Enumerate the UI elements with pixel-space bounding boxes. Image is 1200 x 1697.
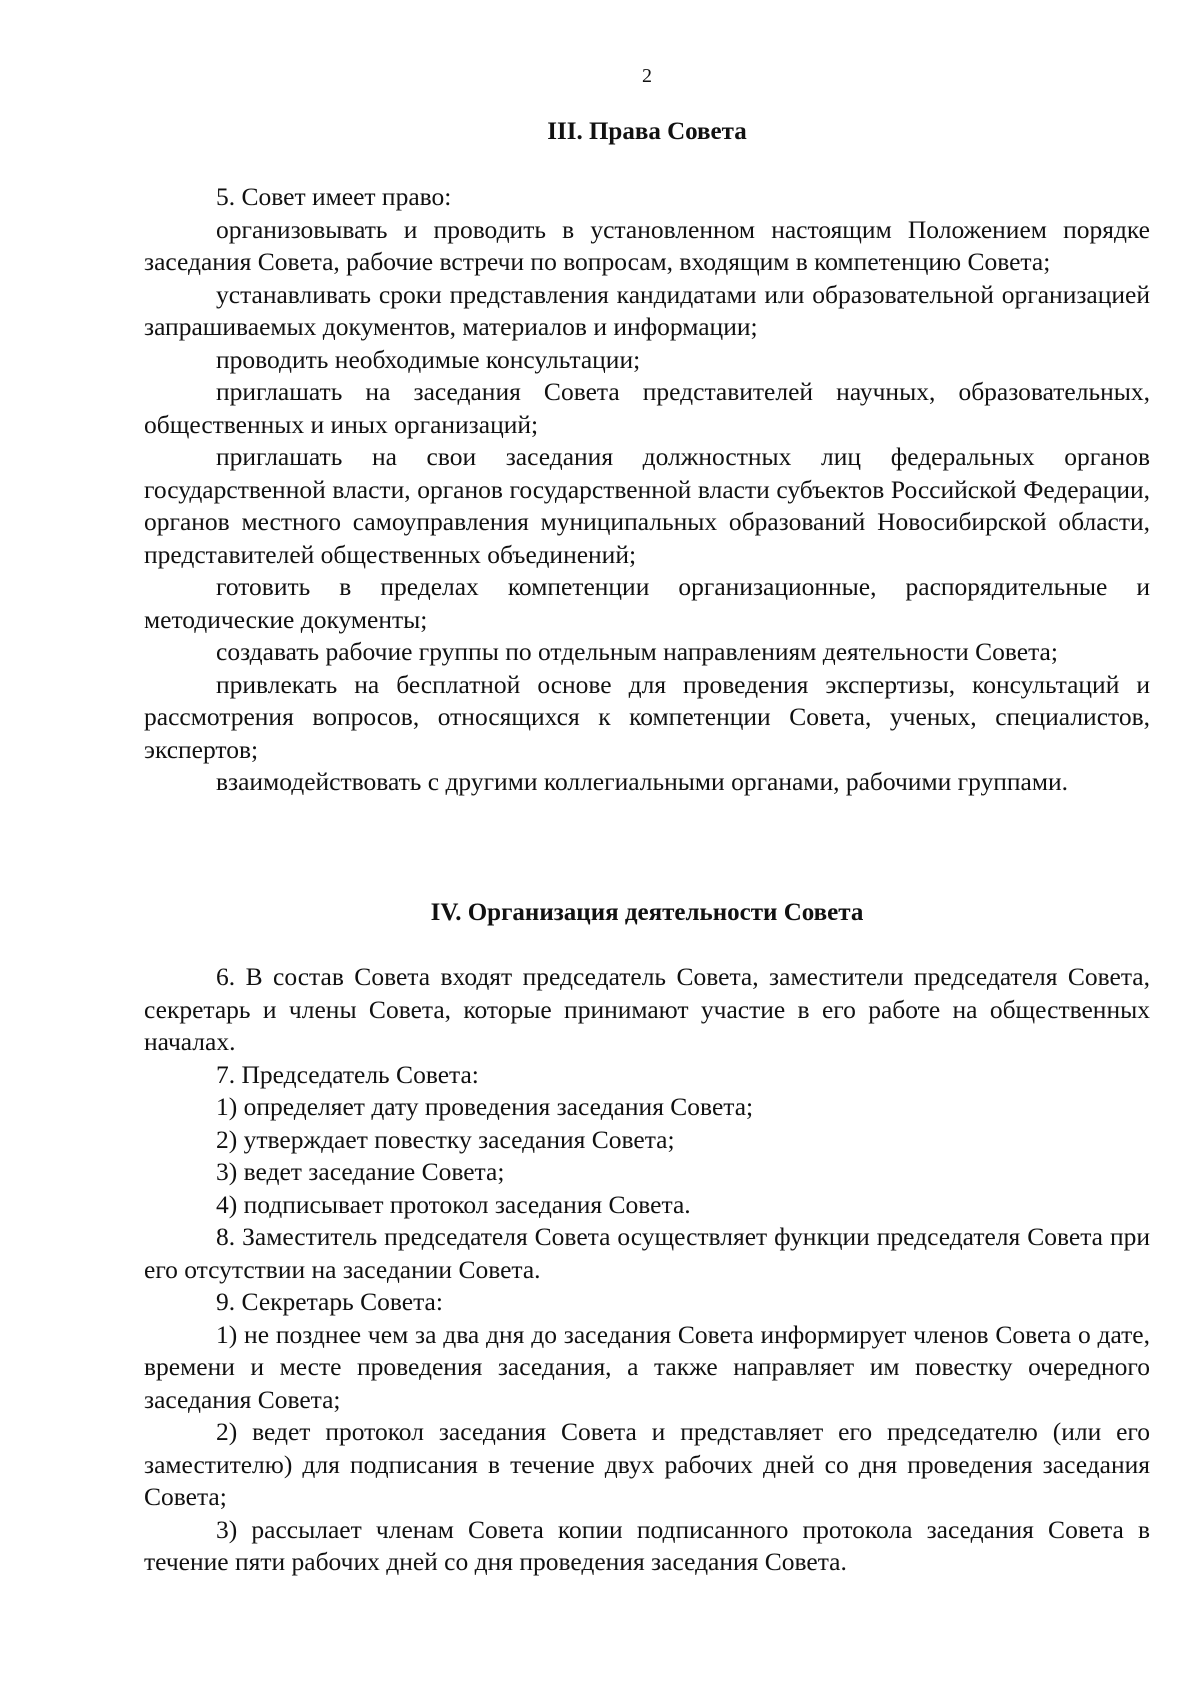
paragraph: привлекать на бесплатной основе для проведения экспертизы, консультаций и рассмотрения вопросов, относящихся к компетенции Совета, ученых, специалистов, экспертов; (144, 669, 1150, 764)
paragraph: 9. Секретарь Совета: (216, 1287, 443, 1316)
paragraph: 7. Председатель Совета: (216, 1059, 479, 1089)
paragraph: 8. Заместитель председателя Совета осуществляет функции председателя Совета при его отсутствии на заседании Совета. (144, 1222, 1150, 1284)
paragraph: приглашать на свои заседания должностных лиц федеральных органов государственной власти, органов государственной власти субъектов Российской Федерации, органов местного самоуправления муниципальных образований Новосибирской области, представителей общественных объединений; (144, 442, 1150, 569)
paragraph: 1) не позднее чем за два дня до заседания Совета информирует членов Совета о дате, времени и месте проведения заседания, а также направляет им повестку очередного заседания Совета; (144, 1319, 1150, 1414)
paragraph: 3) ведет заседание Совета; (216, 1157, 505, 1186)
paragraph: готовить в пределах компетенции организационные, распорядительные и методические документы; (144, 572, 1150, 634)
section-3-body (144, 181, 1150, 799)
paragraph: проводить необходимые консультации; (216, 344, 641, 374)
paragraph: 2) ведет протокол заседания Совета и представляет его председателю (или его заместителю) для подписания в течение двух рабочих дней со дня проведения заседания Совета; (144, 1417, 1150, 1511)
paragraph: 4) подписывает протокол заседания Совета. (216, 1189, 691, 1219)
section-4-body (144, 961, 1150, 1579)
paragraph: устанавливать сроки представления кандидатами или образовательной организацией запрашиваемых документов, материалов и информации; (144, 279, 1150, 341)
page-number: 2 (642, 65, 652, 87)
section-4-title: IV. Организация деятельности Совета (430, 899, 864, 926)
paragraph: организовывать и проводить в установленном настоящим Положением порядке заседания Совета, рабочие встречи по вопросам, входящим в компетенцию Совета; (144, 214, 1150, 276)
paragraph: 6. В состав Совета входят председатель Совета, заместители председателя Совета, секретарь и члены Совета, которые принимают участие в его работе на общественных началах. (144, 962, 1150, 1056)
paragraph: 3) рассылает членам Совета копии подписанного протокола заседания Совета в течение пяти рабочих дней со дня проведения заседания Совета. (144, 1514, 1150, 1576)
section-3-title: III. Права Совета (547, 118, 747, 145)
paragraph: 2) утверждает повестку заседания Совета; (216, 1124, 675, 1154)
paragraph: 5. Совет имеет право: (216, 182, 452, 211)
paragraph: создавать рабочие группы по отдельным направлениям деятельности Совета; (216, 637, 1058, 666)
paragraph: 1) определяет дату проведения заседания Совета; (216, 1092, 754, 1121)
paragraph: взаимодействовать с другими коллегиальными органами, рабочими группами. (216, 767, 1068, 796)
paragraph: приглашать на заседания Совета представителей научных, образовательных, общественных и иных организаций; (144, 377, 1150, 439)
